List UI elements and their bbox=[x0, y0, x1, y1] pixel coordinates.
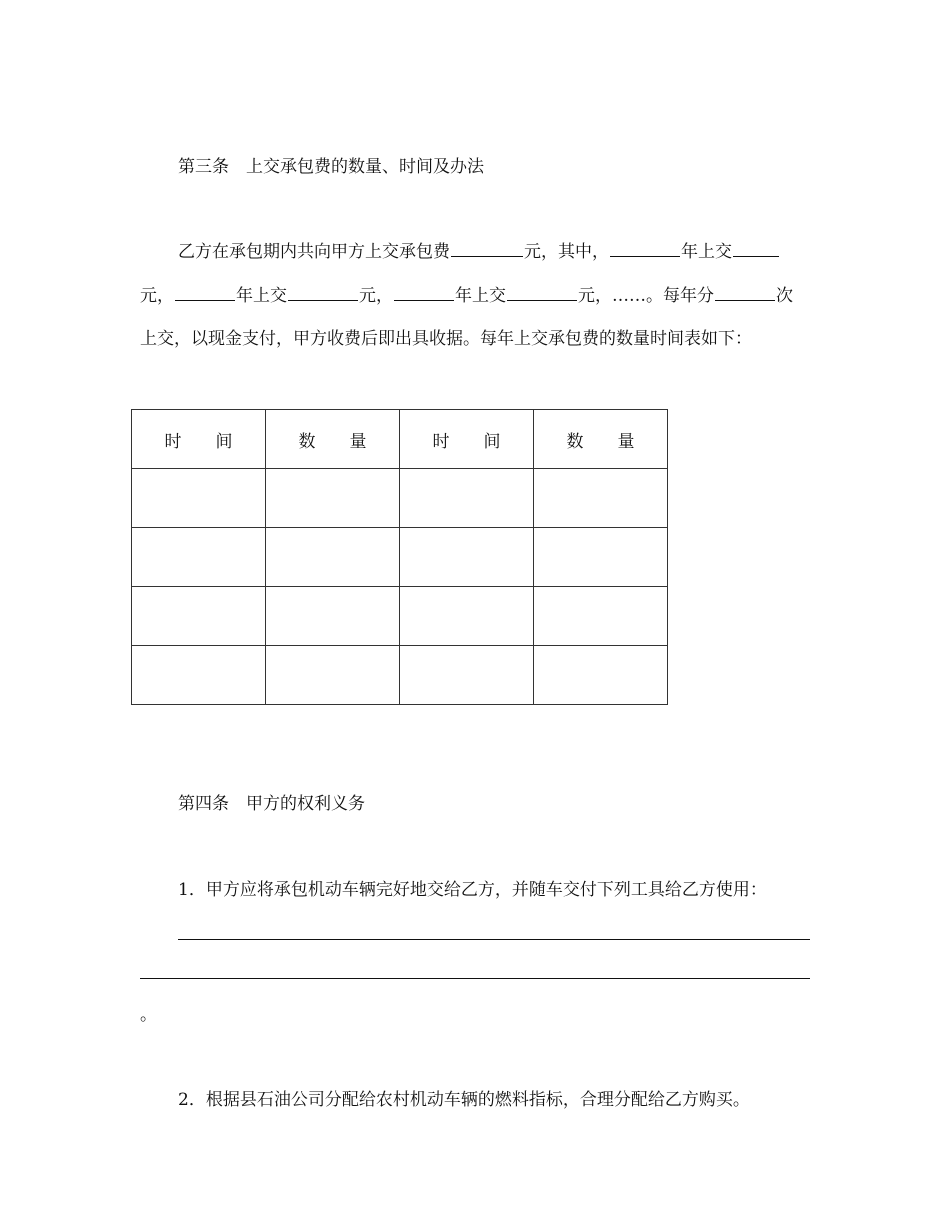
table-cell[interactable] bbox=[132, 646, 266, 705]
text: 元，……。每年分 bbox=[578, 286, 714, 306]
table-row bbox=[132, 646, 668, 705]
text: 元， bbox=[359, 286, 393, 306]
table-cell[interactable] bbox=[132, 587, 266, 646]
text: 乙方在承包期内共向甲方上交承包费 bbox=[178, 242, 450, 262]
header-time-1: 时 间 bbox=[132, 410, 266, 469]
table-cell[interactable] bbox=[266, 587, 400, 646]
article3-heading: 第三条 上交承包费的数量、时间及办法 bbox=[178, 157, 484, 177]
table-cell[interactable] bbox=[132, 528, 266, 587]
fill-blank-year-1[interactable] bbox=[610, 240, 680, 257]
fill-blank-total-fee[interactable] bbox=[451, 240, 523, 257]
fill-blank-year-3[interactable] bbox=[394, 284, 454, 301]
header-amount-2: 数 量 bbox=[534, 410, 668, 469]
fill-blank-amount-3[interactable] bbox=[507, 284, 577, 301]
article4-item2: 2．根据县石油公司分配给农村机动车辆的燃料指标，合理分配给乙方购买。 bbox=[178, 1090, 750, 1110]
table-header-row bbox=[132, 410, 668, 469]
table-cell[interactable] bbox=[534, 587, 668, 646]
table-cell[interactable] bbox=[534, 646, 668, 705]
header-time-2: 时 间 bbox=[400, 410, 534, 469]
text: 次 bbox=[776, 286, 793, 306]
table-cell[interactable] bbox=[534, 469, 668, 528]
fill-blank-amount-1[interactable] bbox=[733, 240, 779, 257]
fill-line-tools-2[interactable] bbox=[140, 978, 810, 979]
table-cell[interactable] bbox=[266, 646, 400, 705]
fee-schedule-table bbox=[131, 409, 668, 705]
table-cell[interactable] bbox=[266, 469, 400, 528]
article3-paragraph-line1 bbox=[178, 240, 780, 264]
table-cell[interactable] bbox=[534, 528, 668, 587]
fill-blank-year-2[interactable] bbox=[175, 284, 235, 301]
table-cell[interactable] bbox=[132, 469, 266, 528]
table-row bbox=[132, 587, 668, 646]
article3-paragraph-line2 bbox=[140, 284, 793, 308]
table-row bbox=[132, 528, 668, 587]
text: 年上交 bbox=[455, 286, 506, 306]
table-cell[interactable] bbox=[400, 587, 534, 646]
article4-item1-end: 。 bbox=[140, 1005, 157, 1025]
fill-blank-installments[interactable] bbox=[715, 284, 775, 301]
table-row bbox=[132, 469, 668, 528]
fill-line-tools-1[interactable] bbox=[178, 939, 810, 940]
text: 元，其中， bbox=[524, 242, 609, 262]
article3-paragraph-line3: 上交，以现金支付，甲方收费后即出具收据。每年上交承包费的数量时间表如下： bbox=[140, 329, 752, 349]
fill-blank-amount-2[interactable] bbox=[288, 284, 358, 301]
table-cell[interactable] bbox=[400, 469, 534, 528]
text: 元， bbox=[140, 286, 174, 306]
article4-heading: 第四条 甲方的权利义务 bbox=[178, 794, 365, 814]
header-amount-1: 数 量 bbox=[266, 410, 400, 469]
article4-item1: 1．甲方应将承包机动车辆完好地交给乙方，并随车交付下列工具给乙方使用： bbox=[178, 880, 767, 900]
text: 年上交 bbox=[681, 242, 732, 262]
table-cell[interactable] bbox=[400, 528, 534, 587]
table-cell[interactable] bbox=[400, 646, 534, 705]
text: 年上交 bbox=[236, 286, 287, 306]
table-cell[interactable] bbox=[266, 528, 400, 587]
